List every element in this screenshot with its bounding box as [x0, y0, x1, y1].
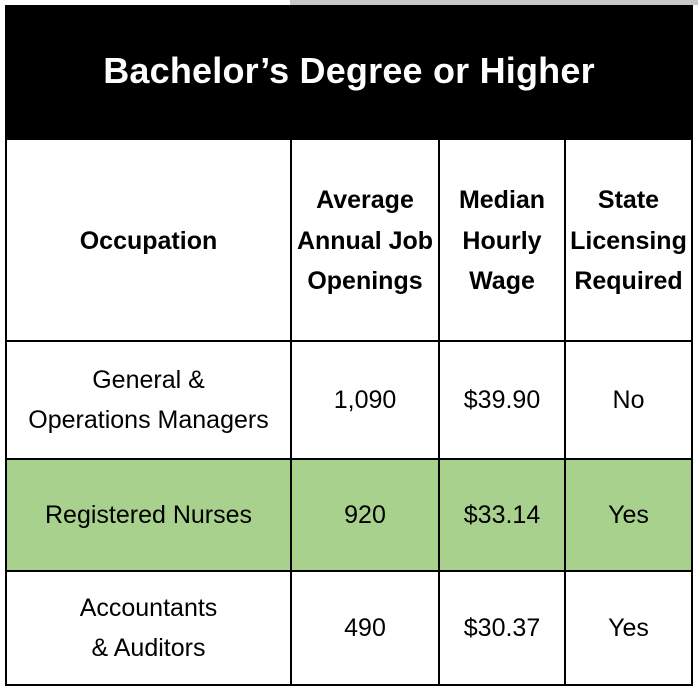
header-licensing: [566, 140, 691, 342]
occupation-cell: [7, 572, 292, 684]
openings-value: 1,090: [333, 386, 397, 414]
openings-cell: [292, 460, 440, 570]
header-licensing-line: State: [597, 186, 660, 215]
wage-cell: [440, 342, 566, 458]
licensing-cell: [566, 342, 691, 458]
occupation-cell: [7, 460, 292, 570]
openings-value: 490: [344, 614, 386, 642]
header-openings-line: Annual Job: [296, 226, 434, 255]
header-openings: [292, 140, 440, 342]
header-licensing-line: Licensing: [570, 226, 687, 255]
wage-value: $33.14: [463, 501, 541, 529]
header-openings-line: Average: [316, 186, 414, 215]
header-row: [7, 140, 691, 342]
occupation-table: [5, 5, 693, 686]
licensing-value: Yes: [608, 501, 649, 529]
table-row: [7, 340, 691, 458]
title-bar: [7, 7, 691, 140]
licensing-value: No: [612, 386, 645, 414]
header-wage-line: Median: [458, 186, 546, 215]
table-title: Bachelor’s Degree or Higher: [103, 49, 595, 91]
wage-value: $39.90: [463, 386, 541, 414]
header-openings-line: Openings: [307, 267, 423, 296]
table-row-highlighted: [7, 458, 691, 570]
openings-cell: [292, 572, 440, 684]
occupation-line: Registered Nurses: [44, 501, 253, 529]
table-row: [7, 570, 691, 684]
header-licensing-line: Required: [574, 267, 683, 296]
occupation-line: Accountants: [79, 594, 218, 622]
header-wage: [440, 140, 566, 342]
wage-cell: [440, 572, 566, 684]
occupation-line: & Auditors: [91, 634, 206, 662]
wage-cell: [440, 460, 566, 570]
header-wage-line: Hourly: [462, 226, 542, 255]
wage-value: $30.37: [463, 614, 541, 642]
occupation-line: General &: [92, 366, 205, 394]
openings-value: 920: [344, 501, 386, 529]
licensing-cell: [566, 460, 691, 570]
header-wage-line: Wage: [469, 267, 535, 296]
header-occupation-label: Occupation: [79, 226, 218, 255]
licensing-cell: [566, 572, 691, 684]
header-occupation: [7, 140, 292, 342]
occupation-cell: [7, 342, 292, 458]
occupation-line: Operations Managers: [28, 406, 269, 434]
licensing-value: Yes: [608, 614, 649, 642]
openings-cell: [292, 342, 440, 458]
